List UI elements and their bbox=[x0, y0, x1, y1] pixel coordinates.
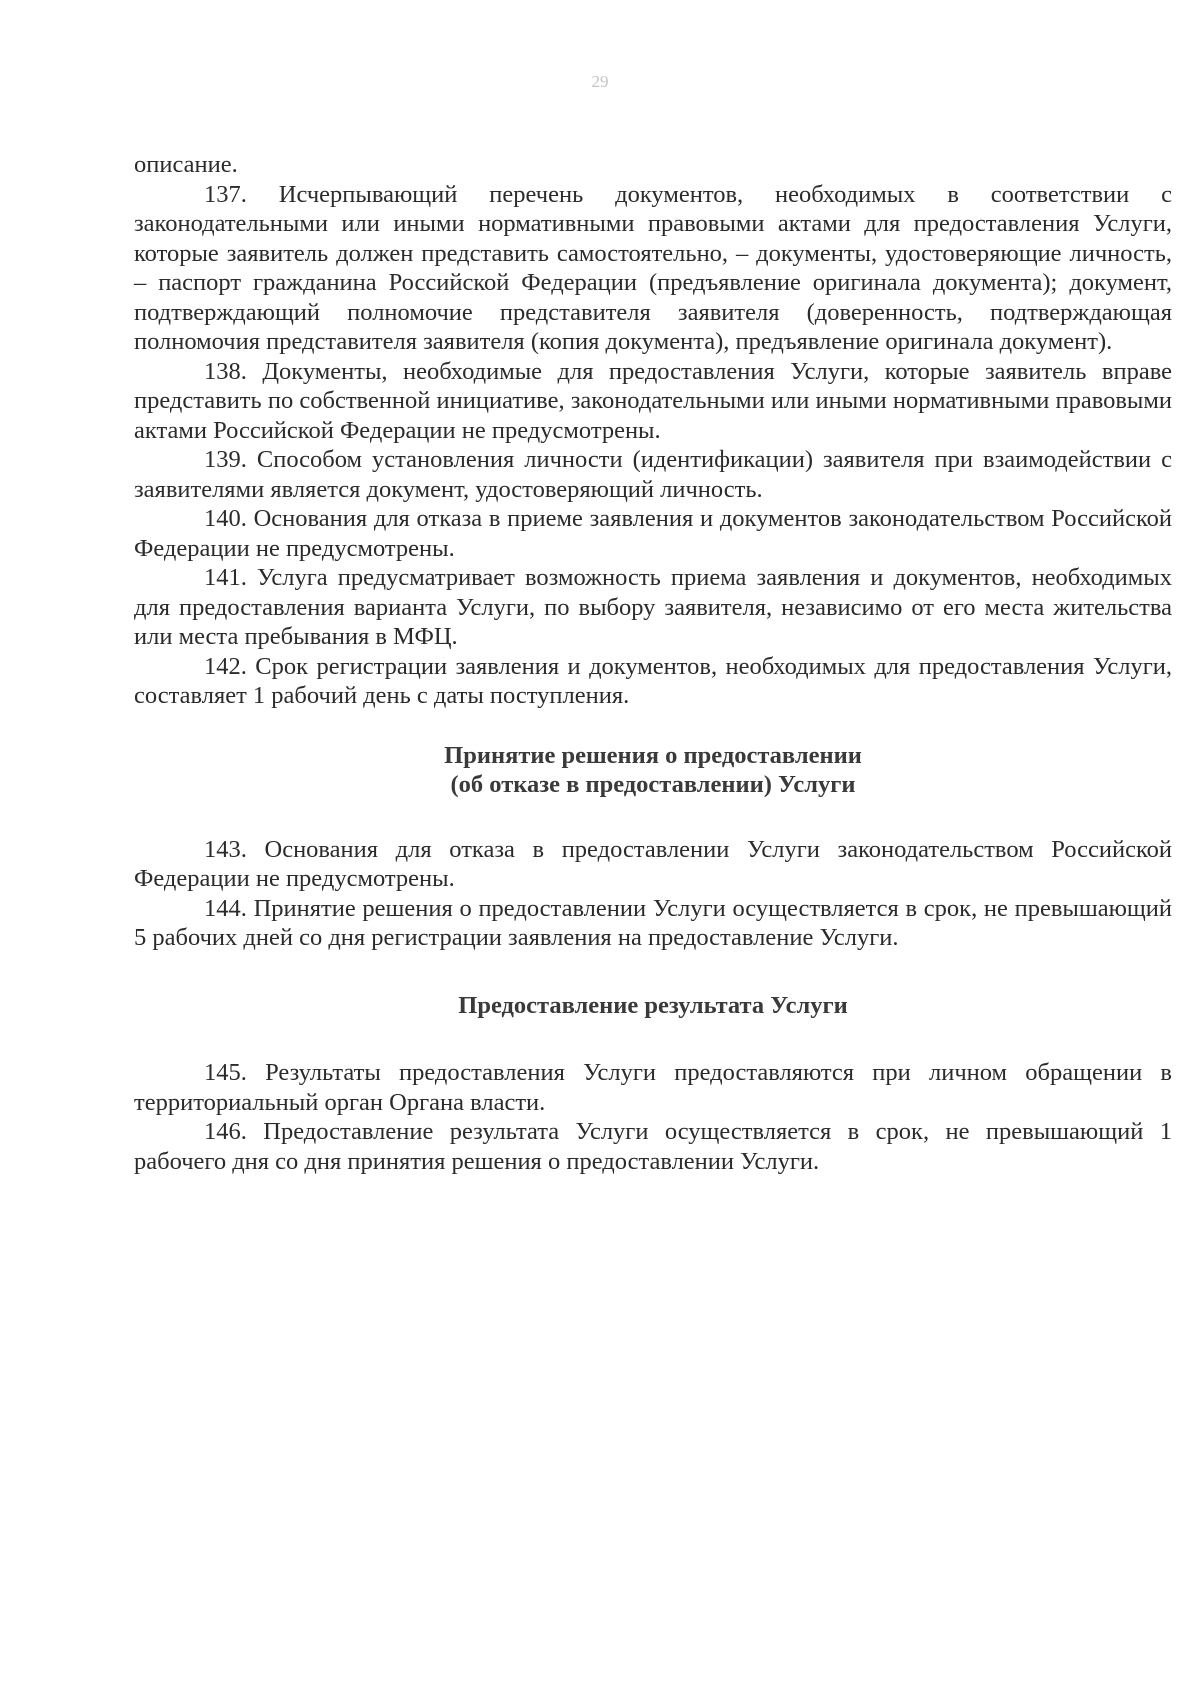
section-heading-decision-line1: Принятие решения о предоставлении bbox=[444, 741, 862, 769]
paragraph-140: 140. Основания для отказа в приеме заявления и документов законодательством Российской Федерации не предусмотрены. bbox=[134, 505, 1172, 562]
paragraph-141: 141. Услуга предусматривает возможность приема заявления и документов, необходимых для предоставления варианта Услуги, по выбору заявителя, независимо от его места жительства или места пребывания в МФЦ. bbox=[134, 564, 1172, 650]
paragraph-139: 139. Способом установления личности (идентификации) заявителя при взаимодействии с заявителями является документ, удостоверяющий личность. bbox=[134, 446, 1172, 503]
paragraph-138: 138. Документы, необходимые для предоставления Услуги, которые заявитель вправе представить по собственной инициативе, законодательными или иными нормативными правовыми актами Российской Федерации не предусмотрены. bbox=[134, 357, 1172, 444]
section-heading-result: Предоставление результата Услуги bbox=[458, 991, 848, 1019]
paragraph-137: 137. Исчерпывающий перечень документов, необходимых в соответствии с законодательными или иными нормативными правовыми актами для предоставления Услуги, которые заявитель должен представить самостоятельно, – документы, удостоверяющие личность, – паспорт гражданина Российской Федерации (предъявление оригинала документа); документ, подтверждающий полномочие представителя заявителя (доверенность, подтверждающая полномочия представителя заявителя (копия документа), предъявление оригинала документ). bbox=[134, 180, 1172, 355]
section-heading-decision bbox=[134, 741, 1172, 800]
section-heading-decision-line2: (об отказе в предоставлении) Услуги bbox=[450, 771, 856, 798]
document-body bbox=[134, 150, 1172, 1176]
paragraph-143: 143. Основания для отказа в предоставлении Услуги законодательством Российской Федерации не предусмотрены. bbox=[134, 835, 1172, 892]
page-number: 29 bbox=[591, 72, 609, 91]
paragraph-146: 146. Предоставление результата Услуги осуществляется в срок, не превышающий 1 рабочего дня со дня принятия решения о предоставлении Услуги. bbox=[134, 1118, 1172, 1175]
paragraph-145: 145. Результаты предоставления Услуги предоставляются при личном обращении в территориальный орган Органа власти. bbox=[134, 1059, 1172, 1116]
continuation-text: описание. bbox=[134, 151, 238, 178]
paragraph-144: 144. Принятие решения о предоставлении Услуги осуществляется в срок, не превышающий 5 рабочих дней со дня регистрации заявления на предоставление Услуги. bbox=[134, 894, 1172, 951]
paragraph-142: 142. Срок регистрации заявления и документов, необходимых для предоставления Услуги, составляет 1 рабочий день с даты поступления. bbox=[134, 652, 1172, 709]
